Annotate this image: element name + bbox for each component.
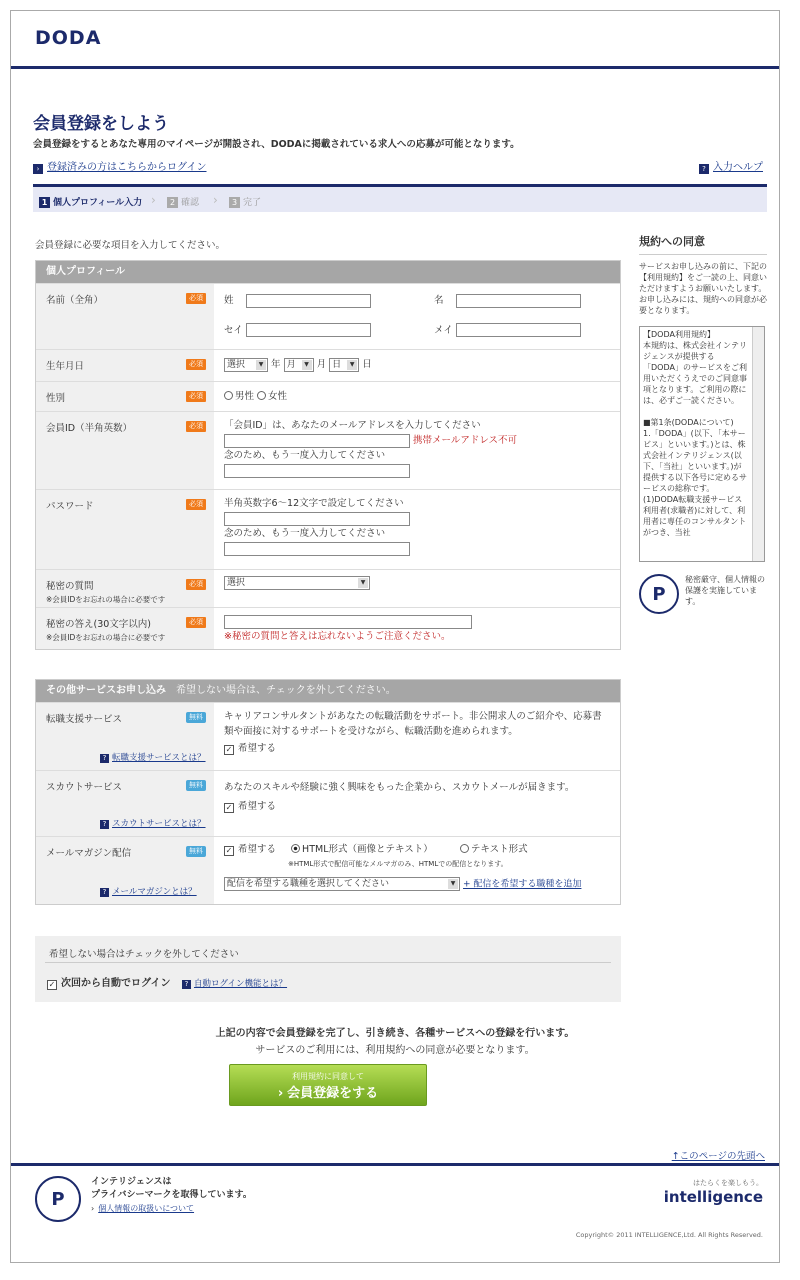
field-label [36, 412, 214, 489]
question-icon: ? [699, 164, 709, 174]
step-number: 1 [39, 197, 50, 208]
question-icon: ? [100, 888, 109, 897]
secret-answer-row [36, 607, 620, 649]
sei-kana-input[interactable] [246, 323, 371, 337]
add-job-link[interactable]: + 配信を希望する職種を追加 [463, 879, 582, 890]
privacy-text: 秘密厳守、個人情報の保護を実施しています。 [685, 575, 765, 606]
html-note: ※HTML形式で配信可能なメルマガのみ、HTMLでの配信となります。 [288, 860, 508, 868]
mail-label: メールマガジン配信 [46, 848, 132, 859]
required-badge: 必須 [186, 391, 206, 402]
confirm-text: 上記の内容で会員登録を完了し、引き続き、各種サービスへの登録を行います。 [215, 1028, 575, 1039]
career-label: 転職支援サービス [46, 714, 123, 725]
year-label: 年 [271, 359, 281, 370]
id-label: 会員ID（半角英数） [46, 423, 133, 434]
email-input[interactable] [224, 434, 410, 448]
step-2 [167, 195, 199, 208]
text-label: テキスト形式 [470, 844, 528, 855]
career-row [36, 702, 620, 770]
question-icon: ? [100, 754, 109, 763]
terms-scrollbar[interactable] [752, 327, 764, 561]
q-fields [214, 570, 620, 596]
services-form [35, 679, 621, 905]
free-badge: 無料 [186, 846, 206, 857]
register-button-label: 会員登録をする [287, 1086, 379, 1101]
site-footer [11, 1163, 779, 1263]
confirm-note: 念のため、もう一度入力してください [224, 528, 386, 539]
site-header [11, 11, 779, 69]
mail-help-text: メールマガジンとは？ [112, 887, 197, 897]
page-subtitle: 会員登録をするとあなた専用のマイページが開設され、DODAに掲載されている求人への応募が可能となります。 [33, 139, 520, 150]
mailmag-row [36, 836, 620, 904]
scout-fields [214, 771, 620, 820]
birth-fields [214, 350, 620, 378]
company-name: intelligence [663, 1188, 763, 1206]
mail-checkbox[interactable]: ✓ [225, 846, 233, 855]
field-label [36, 284, 214, 349]
services-note: 希望しない場合は、チェックを外してください。 [176, 685, 396, 696]
career-desc: キャリアコンサルタントがあなたの転職活動をサポート。非公開求人のご紹介や、応募書類や面接に対するサポートを受けながら、転職活動を進められます。 [224, 711, 602, 737]
month-label: 月 [316, 359, 327, 370]
step-number: 3 [229, 197, 240, 208]
help-link-wrap [699, 158, 763, 174]
gender-row [36, 381, 620, 411]
career-checkbox[interactable]: ✓ [225, 745, 233, 754]
auto-login-label: 次回から自動でログイン [61, 978, 171, 989]
field-label [36, 570, 214, 607]
register-button[interactable] [229, 1064, 427, 1106]
job-type-select[interactable]: 配信を希望する職種を選択してください ▼ [224, 877, 460, 891]
mei-input[interactable] [456, 294, 581, 308]
field-label [36, 490, 214, 569]
chevron-right-icon: › [277, 1086, 284, 1101]
privacy-info [639, 574, 767, 614]
register-button-main [230, 1082, 426, 1101]
page-title: 会員登録をしよう [33, 114, 169, 134]
auto-login-help-link[interactable] [182, 979, 287, 989]
a-fields [214, 608, 620, 650]
scout-help-text: スカウトサービスとは？ [112, 819, 206, 829]
want-label: 希望する [238, 844, 277, 855]
free-badge: 無料 [186, 780, 206, 791]
secret-answer-input[interactable] [224, 615, 472, 629]
auto-login-option [47, 974, 287, 990]
input-help-link[interactable]: 入力ヘルプ [713, 162, 763, 173]
gender-fields [214, 382, 620, 408]
a-label: 秘密の答え(30文字以内) [46, 619, 152, 630]
pw-fields [214, 490, 620, 562]
html-radio[interactable] [291, 844, 300, 853]
career-help-text: 転職支援サービスとは？ [112, 753, 206, 763]
sei-label: 姓 [224, 295, 234, 306]
male-radio[interactable] [224, 391, 233, 400]
footer-line2: プライバシーマークを取得しています。 [91, 1190, 252, 1200]
career-fields [214, 703, 620, 762]
auto-login-help-text: 自動ログイン機能とは？ [193, 979, 288, 989]
member-id-row [36, 411, 620, 489]
scout-label: スカウトサービス [46, 782, 123, 793]
register-button-sub: 利用規約に同意して [292, 1072, 364, 1081]
progress-steps [33, 184, 767, 212]
step-label: 完了 [243, 198, 262, 208]
field-label [36, 350, 214, 381]
female-label: 女性 [268, 391, 288, 402]
mail-help-link[interactable] [100, 885, 197, 897]
chevron-right-icon: › [151, 193, 156, 207]
question-icon: ? [100, 820, 109, 829]
question-icon: ? [182, 980, 191, 989]
scout-row [36, 770, 620, 836]
chevron-right-icon: › [213, 193, 218, 207]
scout-help-link[interactable] [100, 817, 206, 829]
free-badge: 無料 [186, 712, 206, 723]
sei-kana-label: セイ [224, 324, 243, 336]
want-label: 希望する [238, 743, 277, 754]
intro-text: 会員登録に必要な項目を入力してください。 [35, 240, 226, 251]
terms-agree-text: サービスのご利用には、利用規約への同意が必要となります。 [255, 1045, 535, 1056]
terms-scrollbox[interactable] [639, 326, 765, 562]
email-confirm-input[interactable] [224, 464, 410, 478]
auto-login-note: 希望しない場合はチェックを外してください [49, 949, 239, 960]
id-fields [214, 412, 620, 484]
career-help-link[interactable] [100, 751, 206, 763]
profile-form [35, 260, 621, 650]
privacy-policy-link[interactable]: 個人情報の取扱いについて [98, 1204, 195, 1213]
mei-kana-input[interactable] [456, 323, 581, 337]
login-arrow-icon: › [33, 164, 43, 174]
step-label: 確認 [181, 198, 200, 208]
privacy-mark-icon: P [35, 1176, 81, 1222]
privacy-mark-icon: P [639, 574, 679, 614]
sei-input[interactable] [246, 294, 371, 308]
mobile-ng-note: 携帯メールアドレス不可 [413, 435, 518, 446]
id-note: 「会員ID」は、あなたのメールアドレスを入力してください [224, 420, 481, 431]
required-badge: 必須 [186, 421, 206, 432]
page-frame [10, 10, 780, 1263]
day-label: 日 [362, 359, 372, 370]
birth-label: 生年月日 [46, 361, 85, 372]
field-label [36, 837, 214, 904]
services-header: その他サービスお申し込み [46, 685, 166, 696]
name-label: 名前（全角） [46, 295, 104, 306]
section-header [36, 680, 620, 702]
field-label [36, 608, 214, 649]
required-badge: 必須 [186, 499, 206, 510]
step-label: 個人プロフィール入力 [53, 198, 143, 208]
text-radio[interactable] [460, 844, 469, 853]
terms-text: 【DODA利用規約】 本規約は、株式会社インテリジェンスが提供する「DODA」のサービスをご利用いただくうえでのご同意事項となります。ご利用の際には、必ずご一読ください。 ■第1条(DODAについて) 1.「DODA」(以下、「本サービス」といいます。)とは、株式会社インテリジェンス(以下、「当社」といいます。)が提供する以下各号に定めるサービスの総称です。 (1)DODA転職支援サービス 利用者(求職者)に対して、利用者に専任のコンサルタントがつき、当社 [643, 330, 747, 537]
field-label [36, 703, 214, 770]
birth-year-select[interactable]: 選択 ▼ [224, 358, 268, 372]
mail-fields [214, 837, 620, 898]
scout-checkbox[interactable]: ✓ [225, 803, 233, 812]
field-label [36, 382, 214, 411]
password-input[interactable] [224, 512, 410, 526]
intelligence-logo [664, 1178, 763, 1206]
required-badge: 必須 [186, 617, 206, 628]
name-fields [214, 284, 620, 343]
doda-logo[interactable]: DODA [35, 27, 102, 49]
back-to-top-link[interactable]: ↑このページの先頭へ [671, 1151, 765, 1162]
birth-row [36, 349, 620, 381]
html-label: HTML形式（画像とテキスト） [302, 844, 433, 855]
required-badge: 必須 [186, 359, 206, 370]
pw-label: パスワード [46, 501, 94, 512]
scout-desc: あなたのスキルや経験に強く興味をもった企業から、スカウトメールが届きます。 [224, 782, 575, 793]
a-note: ※会員IDをお忘れの場合に必要です [46, 633, 166, 642]
secret-question-select[interactable]: 選択 ▼ [224, 576, 370, 590]
mei-label: 名 [434, 295, 444, 306]
footer-privacy: インテリジェンスは プライバシーマークを取得しています。 › 個人情報の取扱いについて [91, 1177, 252, 1213]
login-link[interactable]: 登録済みの方はこちらからログイン [47, 162, 207, 173]
want-label: 希望する [238, 801, 277, 812]
sidebar-text: サービスお申し込みの前に、下記の【利用規約】をご一読の上、同意いただけますようお願いいたします。お申し込みには、規約への同意が必要となります。 [639, 262, 767, 315]
confirm-note: 念のため、もう一度入力してください [224, 450, 386, 461]
step-1 [39, 195, 142, 208]
answer-warning: ※秘密の質問と答えは忘れないようご注意ください。 [224, 631, 451, 642]
step-number: 2 [167, 197, 178, 208]
auto-login-box [35, 936, 621, 1002]
male-label: 男性 [235, 391, 255, 402]
password-confirm-input[interactable] [224, 542, 410, 556]
copyright: Copyright© 2011 INTELLIGENCE,Ltd. All Rights Reserved. [575, 1231, 763, 1239]
required-badge: 必須 [186, 293, 206, 304]
q-label: 秘密の質問 [46, 581, 94, 592]
terms-sidebar [639, 233, 767, 614]
pw-note: 半角英数字6～12文字で設定してください [224, 498, 404, 509]
login-link-wrap [33, 158, 207, 174]
footer-line1: インテリジェンスは [91, 1177, 172, 1187]
q-note: ※会員IDをお忘れの場合に必要です [46, 595, 166, 604]
password-row [36, 489, 620, 569]
gender-label: 性別 [46, 393, 66, 404]
birth-day-select[interactable]: 日 ▼ [329, 358, 359, 372]
female-radio[interactable] [257, 391, 266, 400]
mei-kana-label: メイ [434, 324, 453, 336]
section-header: 個人プロフィール [36, 261, 620, 283]
step-3 [229, 195, 261, 208]
secret-question-row [36, 569, 620, 607]
sidebar-title: 規約への同意 [639, 233, 767, 255]
tagline: はたらくを楽しもう。 [693, 1179, 763, 1187]
name-row [36, 283, 620, 349]
field-label [36, 771, 214, 836]
auto-login-checkbox[interactable]: ✓ [48, 980, 56, 989]
birth-month-select[interactable]: 月 ▼ [284, 358, 314, 372]
required-badge: 必須 [186, 579, 206, 590]
